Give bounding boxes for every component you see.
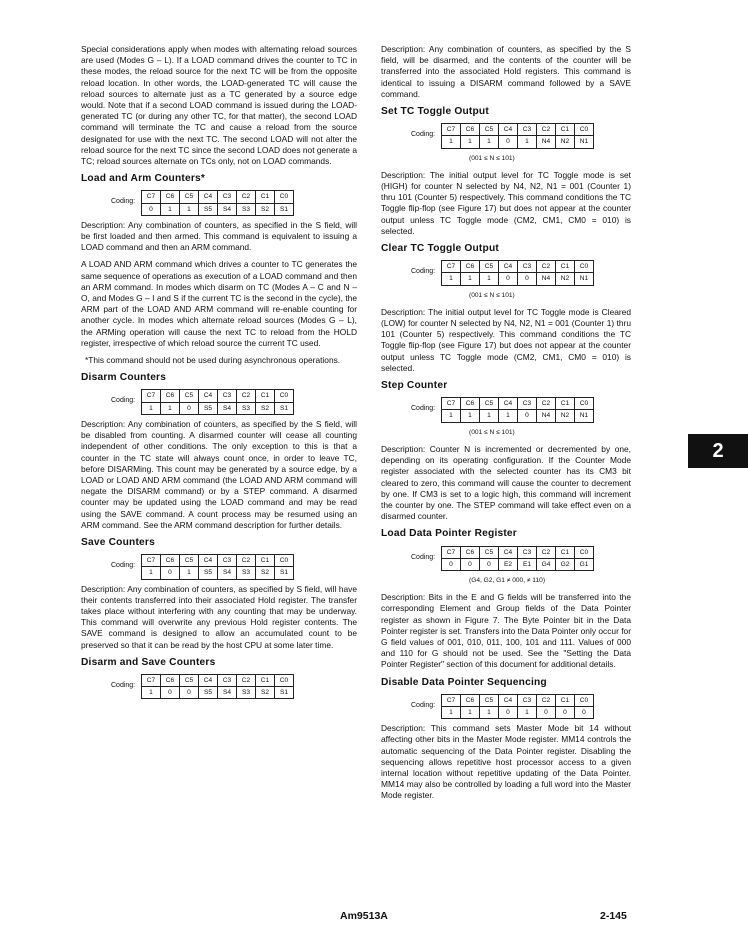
header-cell: C6 xyxy=(461,546,480,558)
bit-cell: S2 xyxy=(256,567,275,579)
description-paragraph: Description: Counter N is incremented or decremented by one, depending on its operating configuration. If the Counter Mode register associated with the selected counter has its CM3 bit cleared to zero, this command will cause the counter to decrement by one. If CM3 is set to a logic high, this command will increment the counter by one. The STEP command will take effect even on a disarmed counter. xyxy=(381,443,631,522)
header-cell: C1 xyxy=(556,261,575,273)
bit-cell: 0 xyxy=(499,273,518,285)
bit-cell: G1 xyxy=(575,558,594,570)
header-cell: C7 xyxy=(442,398,461,410)
header-cell: C7 xyxy=(142,390,161,402)
header-cell: C1 xyxy=(556,398,575,410)
header-cell: C6 xyxy=(461,124,480,136)
header-cell: C3 xyxy=(218,191,237,203)
header-cell: C1 xyxy=(256,555,275,567)
header-cell: C1 xyxy=(256,191,275,203)
bit-cell: 1 xyxy=(442,273,461,285)
description-paragraph: Description: This command sets Master Mode bit 14 without affecting other bits in the Master Mode register. MM14 controls the automatic sequencing of the Data Pointer register. Disabling the sequencing allows repetitive host processor access to a given internal location without repetitive updating of the Data Pointer. MM14 may also be controlled by loading a full word into the Master Mode register. xyxy=(381,723,631,801)
header-cell: C5 xyxy=(180,674,199,686)
header-cell: C4 xyxy=(499,694,518,706)
right-column xyxy=(381,44,631,808)
bit-cell: 0 xyxy=(180,402,199,414)
header-cell: C4 xyxy=(199,191,218,203)
header-cell: C3 xyxy=(518,124,537,136)
bit-cell: 1 xyxy=(518,136,537,148)
header-cell: C1 xyxy=(556,546,575,558)
bit-cell: N1 xyxy=(575,410,594,422)
section-title: Disarm and Save Counters xyxy=(81,656,216,668)
section-title: Set TC Toggle Output xyxy=(381,106,489,118)
section-tab: 2 xyxy=(688,434,748,468)
footer-part-number: Am9513A xyxy=(340,910,388,922)
bit-cell: 0 xyxy=(537,706,556,718)
header-cell: C2 xyxy=(537,546,556,558)
coding-block xyxy=(81,554,357,579)
header-cell: C5 xyxy=(180,390,199,402)
header-cell: C0 xyxy=(275,555,294,567)
description-paragraph: Description: Any combination of counters, as specified by the S field, will be disabled from counting. A disarmed counter will cease all counting independent of other conditions. The only exception to this is that a counter in the TC state will always count once, in order to leave TC, before DISARMing. This count may be generated by a source edge, by a LOAD or LOAD AND ARM command (the LOAD AND ARM command will negate the DISARM command) or by a STEP command. A disarmed counter may be updated using the LOAD command and may be read using the SAVE command. A count process may be resumed using an ARM command. See the ARM command description for further details. xyxy=(81,418,357,530)
header-cell: C0 xyxy=(575,694,594,706)
bit-cell: 0 xyxy=(556,706,575,718)
header-cell: C5 xyxy=(480,546,499,558)
coding-block xyxy=(381,123,631,148)
bit-cell: 0 xyxy=(499,136,518,148)
bit-cell: 0 xyxy=(142,203,161,215)
bit-cell: 1 xyxy=(480,273,499,285)
left-column xyxy=(81,44,357,703)
description-paragraph: A LOAD AND ARM command which drives a counter to TC generates the same sequence of operations as execution of a LOAD command and then an ARM command. In modes which disarm on TC (Modes A – C and N – O, and Modes G – I and S if the current TC is the second in the cycle), the ARM part of the LOAD AND ARM command will re-enable counting for another cycle. In modes which alternate reload sources (Modes G – L), the ARMing operation will cause the next TC to reload from the HOLD register, irrespective of which reload source the current TC used. xyxy=(81,259,357,348)
bit-cell: 0 xyxy=(180,687,199,699)
section-title: Clear TC Toggle Output xyxy=(381,243,499,255)
bit-cell: 1 xyxy=(442,706,461,718)
header-cell: C1 xyxy=(556,694,575,706)
section-title: Disarm Counters xyxy=(81,372,167,384)
bit-cell: N2 xyxy=(556,273,575,285)
footer-page-number: 2-145 xyxy=(600,910,627,922)
coding-block xyxy=(381,260,631,285)
bit-cell: 0 xyxy=(499,706,518,718)
bit-cell: 1 xyxy=(480,136,499,148)
header-cell: C3 xyxy=(218,555,237,567)
coding-table xyxy=(441,546,594,571)
header-cell: C1 xyxy=(256,390,275,402)
bit-cell: S3 xyxy=(237,203,256,215)
header-cell: C0 xyxy=(275,390,294,402)
bit-cell: S1 xyxy=(275,687,294,699)
intro-paragraph: Special considerations apply when modes with alternating reload sources are used (Modes G – L). If a LOAD command drives the counter to TC in these modes, the reload source for the next TC will be from the opposite reload location. In other words, the LOAD-generated TC will cause the reload sources to alternate just as a TC generated by a source edge would. Note that if a second LOAD command is issued during the LOAD-generated TC (or during any other TC, for that matter), the second LOAD command will terminate the TC and cause a reload from the source designated for use with the next TC. The second LOAD will not alter the reload source for the next TC since the second LOAD does not generate a TC; reload sources alternate on TCs only, not on LOAD commands. xyxy=(81,44,357,167)
header-cell: C5 xyxy=(180,555,199,567)
header-cell: C0 xyxy=(575,261,594,273)
coding-block xyxy=(381,397,631,422)
header-cell: C7 xyxy=(142,674,161,686)
bit-cell: 1 xyxy=(461,136,480,148)
bit-cell: N4 xyxy=(537,410,556,422)
bit-cell: G2 xyxy=(556,558,575,570)
bit-cell: S1 xyxy=(275,203,294,215)
header-cell: C0 xyxy=(575,546,594,558)
coding-label: Coding: xyxy=(411,701,436,709)
bit-cell: 1 xyxy=(480,706,499,718)
section-title: Load Data Pointer Register xyxy=(381,528,517,540)
bit-cell: 0 xyxy=(518,273,537,285)
bit-cell: E2 xyxy=(499,558,518,570)
coding-table xyxy=(141,554,294,579)
coding-block xyxy=(381,694,631,719)
coding-label: Coding: xyxy=(411,553,436,561)
header-cell: C6 xyxy=(461,694,480,706)
header-cell: C6 xyxy=(161,390,180,402)
range-note: (001 ≤ N ≤ 101) xyxy=(469,154,515,162)
coding-block xyxy=(81,190,357,215)
coding-table xyxy=(141,190,294,215)
coding-table xyxy=(441,694,594,719)
header-cell: C4 xyxy=(199,674,218,686)
header-cell: C2 xyxy=(237,191,256,203)
header-cell: C5 xyxy=(480,124,499,136)
header-cell: C2 xyxy=(537,398,556,410)
coding-label: Coding: xyxy=(111,397,136,405)
header-cell: C3 xyxy=(218,390,237,402)
coding-table xyxy=(141,674,294,699)
bit-cell: S2 xyxy=(256,687,275,699)
bit-cell: 1 xyxy=(142,687,161,699)
header-cell: C3 xyxy=(518,546,537,558)
bit-cell: N4 xyxy=(537,136,556,148)
coding-label: Coding: xyxy=(411,405,436,413)
bit-cell: 1 xyxy=(142,402,161,414)
header-cell: C3 xyxy=(218,674,237,686)
bit-cell: S4 xyxy=(218,567,237,579)
bit-cell: 1 xyxy=(180,567,199,579)
description-paragraph: Description: Any combination of counters, as specified by S field, will have their contents transferred into their associated Hold register. The transfer takes place without interfering with any counting that may be underway. This command will overwrite any previous Hold register contents. The SAVE command is designed to allow an accumulated count to be preserved so that it can be read by the host CPU at some later time. xyxy=(81,583,357,650)
bit-cell: S3 xyxy=(237,687,256,699)
description-paragraph: Description: The initial output level for TC Toggle mode is set (HIGH) for counter N selected by N4, N2, N1 = 001 (Counter 1) thru 101 (Counter 5) respectively. This command conditions the TC Toggle flip-flop (see Figure 17) but does not appear at the counter output unless TC Toggle mode (CM2, CM1, CM0 = 010) is selected. xyxy=(381,169,631,236)
bit-cell: S4 xyxy=(218,203,237,215)
bit-cell: S2 xyxy=(256,203,275,215)
header-cell: C5 xyxy=(180,191,199,203)
bit-cell: 1 xyxy=(480,410,499,422)
header-cell: C6 xyxy=(161,555,180,567)
bit-cell: N1 xyxy=(575,136,594,148)
bit-cell: 0 xyxy=(161,687,180,699)
coding-table xyxy=(141,389,294,414)
header-cell: C2 xyxy=(537,694,556,706)
header-cell: C3 xyxy=(518,261,537,273)
header-cell: C2 xyxy=(237,390,256,402)
coding-label: Coding: xyxy=(411,268,436,276)
section-title: Disable Data Pointer Sequencing xyxy=(381,676,547,688)
bit-cell: N1 xyxy=(575,273,594,285)
coding-block xyxy=(81,674,357,699)
header-cell: C7 xyxy=(442,546,461,558)
bit-cell: 1 xyxy=(142,567,161,579)
header-cell: C6 xyxy=(161,191,180,203)
bit-cell: 0 xyxy=(442,558,461,570)
bit-cell: 1 xyxy=(461,273,480,285)
header-cell: C4 xyxy=(499,546,518,558)
bit-cell: 0 xyxy=(461,558,480,570)
bit-cell: G4 xyxy=(537,558,556,570)
header-cell: C4 xyxy=(499,124,518,136)
coding-label: Coding: xyxy=(411,131,436,139)
description-paragraph: Description: The initial output level for TC Toggle mode is Cleared (LOW) for counter N selected by N4, N2, N1 = 001 (Counter 1) thru 101 (Counter 5) respectively. This command conditions the TC Toggle flip-flop (see Figure 17) but does not appear at the counter output unless TC Toggle mode (CM2, CM1, CM0 = 010) is selected. xyxy=(381,306,631,373)
header-cell: C3 xyxy=(518,398,537,410)
header-cell: C7 xyxy=(442,261,461,273)
range-note: (001 ≤ N ≤ 101) xyxy=(469,291,515,299)
header-cell: C1 xyxy=(256,674,275,686)
bit-cell: S1 xyxy=(275,567,294,579)
header-cell: C0 xyxy=(275,191,294,203)
bit-cell: S5 xyxy=(199,402,218,414)
header-cell: C7 xyxy=(142,555,161,567)
description-paragraph: Description: Bits in the E and G fields will be transferred into the corresponding Element and Group fields of the Data Pointer register as shown in Figure 7. The Byte Pointer bit in the Data Pointer register is set. Transfers into the Data Pointer only occur for G field values of 001, 010, 011, 100, 101 and 111. Values of 000 and 110 for G should not be used. See the "Setting the Data Pointer Register" section of this document for additional details. xyxy=(381,592,631,670)
bit-cell: S1 xyxy=(275,402,294,414)
bit-cell: N2 xyxy=(556,136,575,148)
header-cell: C0 xyxy=(575,398,594,410)
coding-block xyxy=(381,546,631,571)
header-cell: C7 xyxy=(442,694,461,706)
header-cell: C7 xyxy=(142,191,161,203)
description-paragraph: Description: Any combination of counters, as specified in the S field, will be first loaded and then armed. This command is equivalent to issuing a LOAD command and then an ARM command. xyxy=(81,219,357,253)
bit-cell: 1 xyxy=(161,203,180,215)
header-cell: C2 xyxy=(537,261,556,273)
section-title: Save Counters xyxy=(81,536,155,548)
bit-cell: 1 xyxy=(442,410,461,422)
header-cell: C7 xyxy=(442,124,461,136)
bit-cell: 1 xyxy=(518,706,537,718)
intro-paragraph: Description: Any combination of counters, as specified by the S field, will be disarmed, and the contents of the counter will be transferred into the associated Hold registers. This command is identical to issuing a DISARM command followed by a SAVE command. xyxy=(381,44,631,99)
header-cell: C5 xyxy=(480,261,499,273)
header-cell: C4 xyxy=(199,390,218,402)
bit-cell: S3 xyxy=(237,402,256,414)
header-cell: C4 xyxy=(499,398,518,410)
header-cell: C0 xyxy=(275,674,294,686)
footnote: *This command should not be used during asynchronous operations. xyxy=(85,355,341,366)
bit-cell: S2 xyxy=(256,402,275,414)
range-note: (G4, G2, G1 ≠ 000, ≠ 110) xyxy=(469,576,546,584)
coding-table xyxy=(441,260,594,285)
bit-cell: N4 xyxy=(537,273,556,285)
bit-cell: 1 xyxy=(461,410,480,422)
header-cell: C6 xyxy=(461,398,480,410)
bit-cell: 0 xyxy=(575,706,594,718)
header-cell: C5 xyxy=(480,694,499,706)
coding-block xyxy=(81,389,357,414)
bit-cell: 1 xyxy=(461,706,480,718)
section-title: Load and Arm Counters* xyxy=(81,173,206,185)
bit-cell: 0 xyxy=(480,558,499,570)
bit-cell: 0 xyxy=(518,410,537,422)
bit-cell: 1 xyxy=(161,402,180,414)
bit-cell: 1 xyxy=(499,410,518,422)
header-cell: C4 xyxy=(199,555,218,567)
bit-cell: S5 xyxy=(199,203,218,215)
bit-cell: E1 xyxy=(518,558,537,570)
coding-table xyxy=(441,397,594,422)
header-cell: C3 xyxy=(518,694,537,706)
bit-cell: 1 xyxy=(180,203,199,215)
bit-cell: 1 xyxy=(442,136,461,148)
header-cell: C2 xyxy=(537,124,556,136)
bit-cell: S5 xyxy=(199,567,218,579)
header-cell: C2 xyxy=(237,674,256,686)
header-cell: C0 xyxy=(575,124,594,136)
coding-label: Coding: xyxy=(111,198,136,206)
bit-cell: 0 xyxy=(161,567,180,579)
header-cell: C6 xyxy=(461,261,480,273)
header-cell: C6 xyxy=(161,674,180,686)
header-cell: C1 xyxy=(556,124,575,136)
coding-table xyxy=(441,123,594,148)
bit-cell: S4 xyxy=(218,402,237,414)
bit-cell: S4 xyxy=(218,687,237,699)
header-cell: C2 xyxy=(237,555,256,567)
header-cell: C4 xyxy=(499,261,518,273)
bit-cell: S3 xyxy=(237,567,256,579)
section-title: Step Counter xyxy=(381,380,448,392)
header-cell: C5 xyxy=(480,398,499,410)
coding-label: Coding: xyxy=(111,681,136,689)
range-note: (001 ≤ N ≤ 101) xyxy=(469,428,515,436)
bit-cell: N2 xyxy=(556,410,575,422)
coding-label: Coding: xyxy=(111,562,136,570)
bit-cell: S5 xyxy=(199,687,218,699)
